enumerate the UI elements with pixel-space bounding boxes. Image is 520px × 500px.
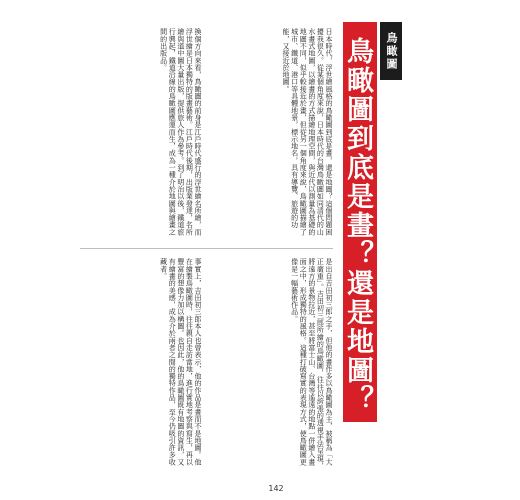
column-divider [80, 248, 333, 249]
page-number: 142 [268, 484, 284, 493]
text-column-top-left: 換個方向來看，鳥瞰圖的前身是江戶時代盛行的浮世繪名所繪，而浮世繪是日本獨特的版畫藝術。江戶時代後期，出版業發達，名所繪與道中圖大量出版，提供旅人作為參考。到了明治以後，鐵道旅行興起，鐵道沿線的鳥瞰圖應運而生，成為一種介於地圖與繪畫之間的出版品。 [159, 28, 202, 236]
text-column-top-right: 日本時代，浮世繪風格的鳥瞰圖到底是畫，還是地圖？這個問題困擾我很久。從某個角度來說，日本時代的台灣鳥瞰圖如同清代的山水畫式地圖，以繪畫的方式描繪地理空間，與近代以測量為基礎的地圖不同，似乎較接近於畫，但從另一個角度來說，鳥瞰圖描繪了城市、鐵道、港口等具體地景，標示地名，具有導覽、旅遊的功能，又接近於地圖。 [282, 28, 333, 236]
section-label: 鳥瞰圖 [380, 22, 402, 80]
article-title: 鳥瞰圖到底是畫？還是地圖？ [343, 22, 377, 422]
text-column-bottom-left: 事實上，吉田初三郎本人也曾表示，他的作品是畫而不是地圖。他在繪製鳥瞰圖時，往往親自走訪當地，進行實地考察與寫生，再以豐富的想像力加以構圖。也因此，他的鳥瞰圖既有地圖的資訊，又有繪畫的美感，成為介於兩者之間的獨特作品，至今仍吸引許多收藏者。 [159, 258, 202, 466]
text-column-bottom-right: 是出自吉田初三郎之手，但他的畫作多以鳥瞰圖為主，被稱為「大正廣重」。吉田初三郎所繪的鳥瞰圖，往往以誇張的透視手法呈現，將遠方的景物拉近，甚至將富士山、台灣等遙遠的地點一併繪入畫面之中，形成獨特的風格。這種打破寫實的表現方式，使鳥瞰圖更像是一幅藝術作品。 [290, 258, 333, 469]
